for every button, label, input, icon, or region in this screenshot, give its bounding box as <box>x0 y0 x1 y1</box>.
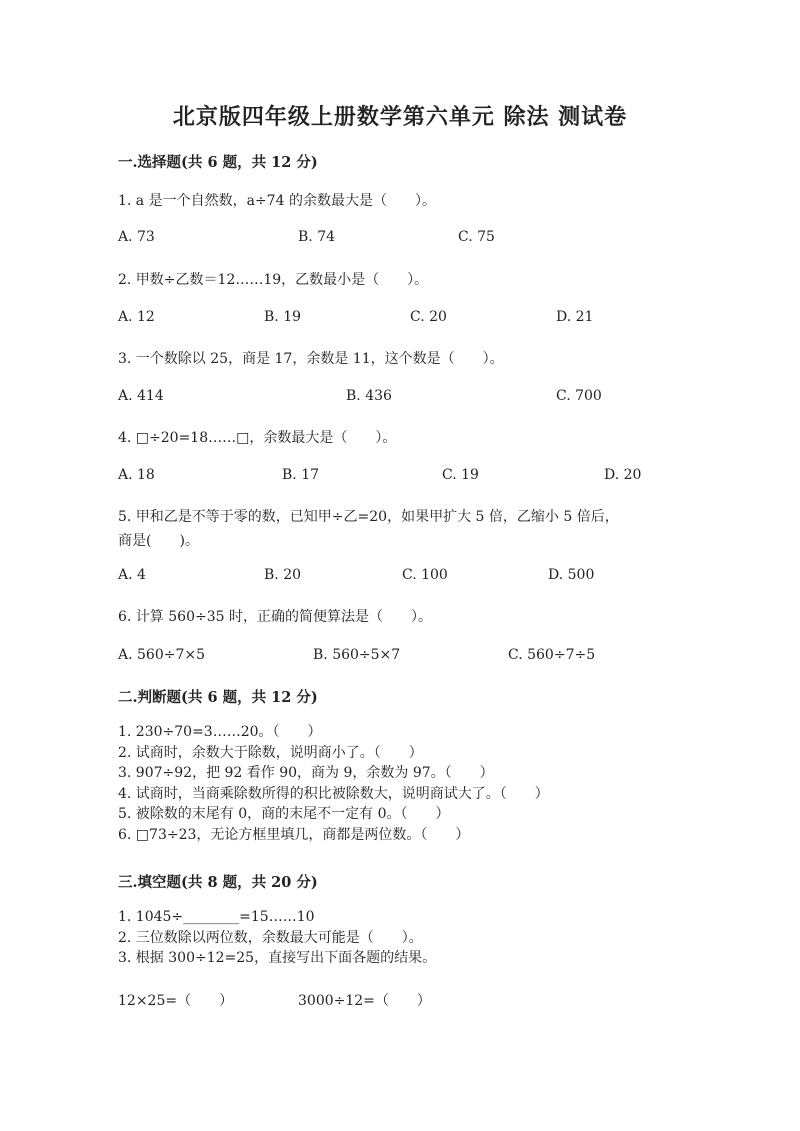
judge-list <box>118 722 549 846</box>
question-5-line2: 商是( )。 <box>118 533 199 549</box>
option: A. 73 <box>118 229 155 245</box>
option: A. 414 <box>118 388 164 404</box>
question-3: 3. 一个数除以 25，商是 17，余数是 11，这个数是（ ）。 <box>118 351 504 367</box>
section-header-judge: 二.判断题(共 6 题，共 12 分) <box>118 689 318 706</box>
fill-item: 3. 根据 300÷12=25，直接写出下面各题的结果。 <box>118 950 437 967</box>
fill-list <box>118 907 436 969</box>
option: C. 19 <box>442 467 479 483</box>
option: A. 12 <box>118 309 155 325</box>
option: C. 20 <box>410 309 447 325</box>
question-4: 4. □÷20=18……□，余数最大是（ ）。 <box>118 430 397 446</box>
judge-item: 1. 230÷70=3……20。（ ） <box>118 724 322 740</box>
judge-item: 5. 被除数的末尾有 0，商的末尾不一定有 0。（ ） <box>118 806 450 823</box>
section-header-fill: 三.填空题(共 8 题，共 20 分) <box>118 874 318 891</box>
question-2-options <box>118 309 718 329</box>
option: C. 100 <box>402 567 448 583</box>
question-5-options <box>118 567 718 587</box>
option: B. 436 <box>346 388 392 404</box>
question-5 <box>118 505 619 553</box>
question-5-line1: 5. 甲和乙是不等于零的数，已知甲÷乙=20，如果甲扩大 5 倍，乙缩小 5 倍后， <box>118 509 619 525</box>
judge-item: 4. 试商时，当商乘除数所得的积比被除数大，说明商试大了。（ ） <box>118 785 549 802</box>
judge-item: 3. 907÷92，把 92 看作 90，商为 9，余数为 97。（ ） <box>118 765 494 782</box>
option: B. 17 <box>282 467 320 483</box>
calc-item-2: 3000÷12=（ ） <box>298 993 431 1009</box>
calc-item-1: 12×25=（ ） <box>118 993 234 1009</box>
option: B. 19 <box>264 309 302 325</box>
option: C. 700 <box>556 388 602 404</box>
option: B. 74 <box>298 229 336 245</box>
fill-item: 1. 1045÷________=15……10 <box>118 909 315 925</box>
section-header-choice: 一.选择题(共 6 题，共 12 分) <box>118 154 318 171</box>
option: D. 20 <box>604 467 642 483</box>
option: C. 560÷7÷5 <box>508 647 596 663</box>
question-6: 6. 计算 560÷35 时，正确的简便算法是（ ）。 <box>118 609 432 625</box>
option: A. 560÷7×5 <box>118 647 206 663</box>
option: C. 75 <box>458 229 495 245</box>
question-2: 2. 甲数÷乙数＝12……19，乙数最小是（ ）。 <box>118 272 429 288</box>
judge-item: 2. 试商时，余数大于除数，说明商小了。（ ） <box>118 744 423 761</box>
fill-item: 2. 三位数除以两位数，余数最大可能是（ ）。 <box>118 929 423 946</box>
option: B. 20 <box>264 567 302 583</box>
option: A. 4 <box>118 567 146 583</box>
question-4-options <box>118 467 718 487</box>
page-title: 北京版四年级上册数学第六单元 除法 测试卷 <box>172 104 628 130</box>
question-1-options <box>118 229 718 249</box>
question-6-options <box>118 647 718 667</box>
option: B. 560÷5×7 <box>313 647 401 663</box>
option: D. 500 <box>548 567 595 583</box>
question-3-options <box>118 388 718 408</box>
judge-item: 6. □73÷23，无论方框里填几，商都是两位数。（ ） <box>118 826 470 843</box>
option: A. 18 <box>118 467 155 483</box>
question-1: 1. a 是一个自然数，a÷74 的余数最大是（ ）。 <box>118 193 436 209</box>
option: D. 21 <box>556 309 594 325</box>
